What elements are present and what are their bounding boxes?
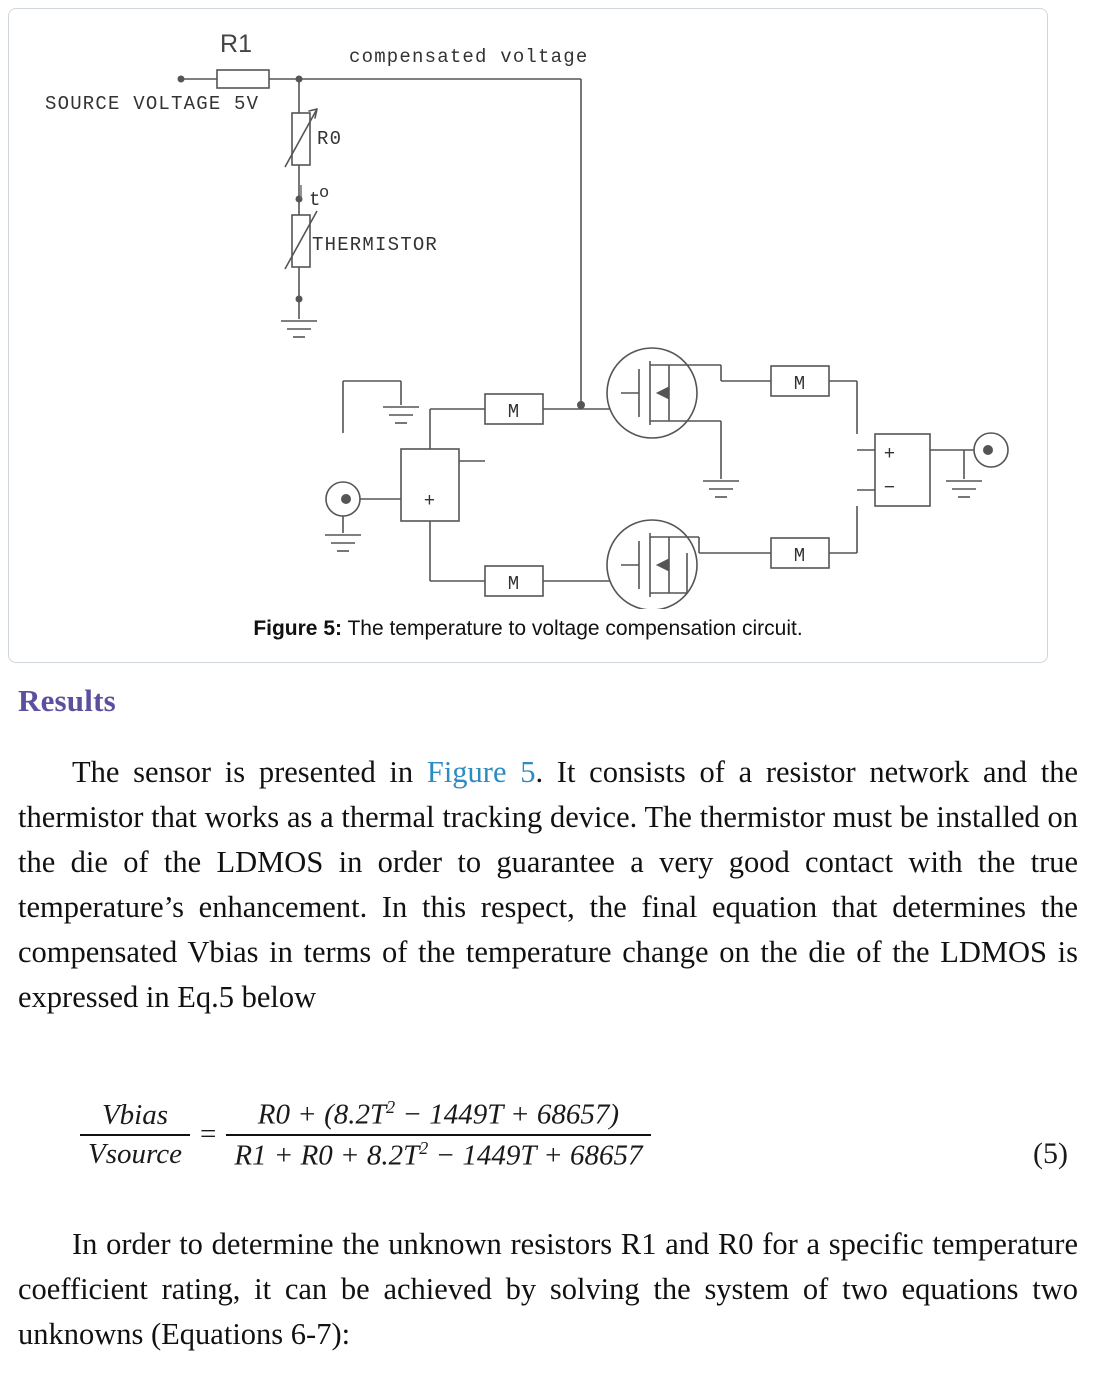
label-t0-superscript: o	[319, 184, 331, 203]
equation-rhs-denominator	[226, 1136, 650, 1175]
paragraph-2-text: In order to determine the unknown resistors R1 and R0 for a specific temperature coefficient rating, it can be achieved by solving the system of two equations two unknowns (Equations 6-7):	[18, 1227, 1078, 1351]
paragraph-1-after: . It consists of a resistor network and the thermistor that works as a thermal tracking device. The thermistor must be installed on the die of the LDMOS in order to guarantee a very good contact with the true temperature’s enhancement. In this respect, the final equation that determines the compensated Vbias in terms of the temperature change on the die of the LDMOS is expressed in Eq.5 below	[18, 755, 1079, 1014]
label-m1: M	[507, 401, 521, 423]
label-minus-right: −	[883, 477, 897, 499]
rhs-num-T1: T	[370, 1098, 387, 1131]
label-plus-left: +	[423, 490, 437, 512]
label-compensated-voltage: compensated voltage	[349, 46, 589, 68]
rhs-den-part-c: + 68657	[535, 1139, 643, 1172]
label-plus-right: +	[883, 443, 897, 465]
rhs-num-T2: T	[487, 1098, 503, 1131]
figure-5-reference-link[interactable]: Figure 5	[426, 755, 536, 789]
paragraph-results-intro	[18, 750, 1078, 1020]
label-m2: M	[507, 573, 521, 595]
page-section-heading: Results	[18, 683, 116, 718]
label-source-voltage: SOURCE VOLTAGE 5V	[45, 93, 260, 115]
equation-5-row	[18, 1095, 1078, 1205]
figure-caption-text: The temperature to voltage compensation circuit.	[342, 617, 803, 640]
rhs-den-part-b: − 1449	[428, 1139, 521, 1172]
equation-lhs-fraction	[80, 1097, 190, 1173]
rhs-num-part-a: R0 + (8.2	[257, 1098, 370, 1131]
transistor-bottom	[607, 520, 697, 609]
resistor-r1-symbol	[217, 70, 269, 88]
equation-lhs-denominator: Vsource	[88, 1137, 182, 1170]
figure-caption-label: Figure 5:	[253, 617, 342, 640]
compensated-node-dot	[577, 401, 585, 409]
rhs-num-exponent: 2	[386, 1097, 396, 1117]
figure-container	[8, 8, 1048, 663]
circuit-schematic	[9, 9, 1047, 609]
label-t0: t	[309, 189, 322, 211]
rhs-den-exponent: 2	[419, 1137, 429, 1158]
equation-5-number: (5)	[1033, 1137, 1068, 1170]
figure-caption	[9, 617, 1047, 641]
label-m4: M	[793, 545, 807, 567]
section-heading-container	[0, 676, 1106, 722]
rhs-den-T1: T	[403, 1139, 420, 1172]
equation-lhs-numerator: Vbias	[101, 1098, 168, 1131]
equation-rhs-numerator	[250, 1095, 627, 1134]
rhs-den-T2: T	[520, 1139, 536, 1172]
equation-rhs-fraction	[226, 1095, 650, 1174]
label-r1: R1	[220, 30, 252, 58]
rhs-num-part-b: − 1449	[395, 1098, 488, 1131]
label-thermistor: THERMISTOR	[312, 234, 439, 256]
paragraph-1-before: The sensor is presented in	[72, 755, 427, 789]
label-r0: R0	[317, 128, 343, 150]
label-m3: M	[793, 373, 807, 395]
rhs-den-part-a: R1 + R0 + 8.2	[234, 1139, 404, 1172]
paragraph-unknown-resistors	[18, 1222, 1078, 1357]
rhs-num-part-c: + 68657)	[502, 1098, 620, 1131]
equation-equals-sign: =	[199, 1118, 217, 1151]
transistor-top	[607, 348, 697, 438]
equation-5-body	[80, 1095, 651, 1174]
